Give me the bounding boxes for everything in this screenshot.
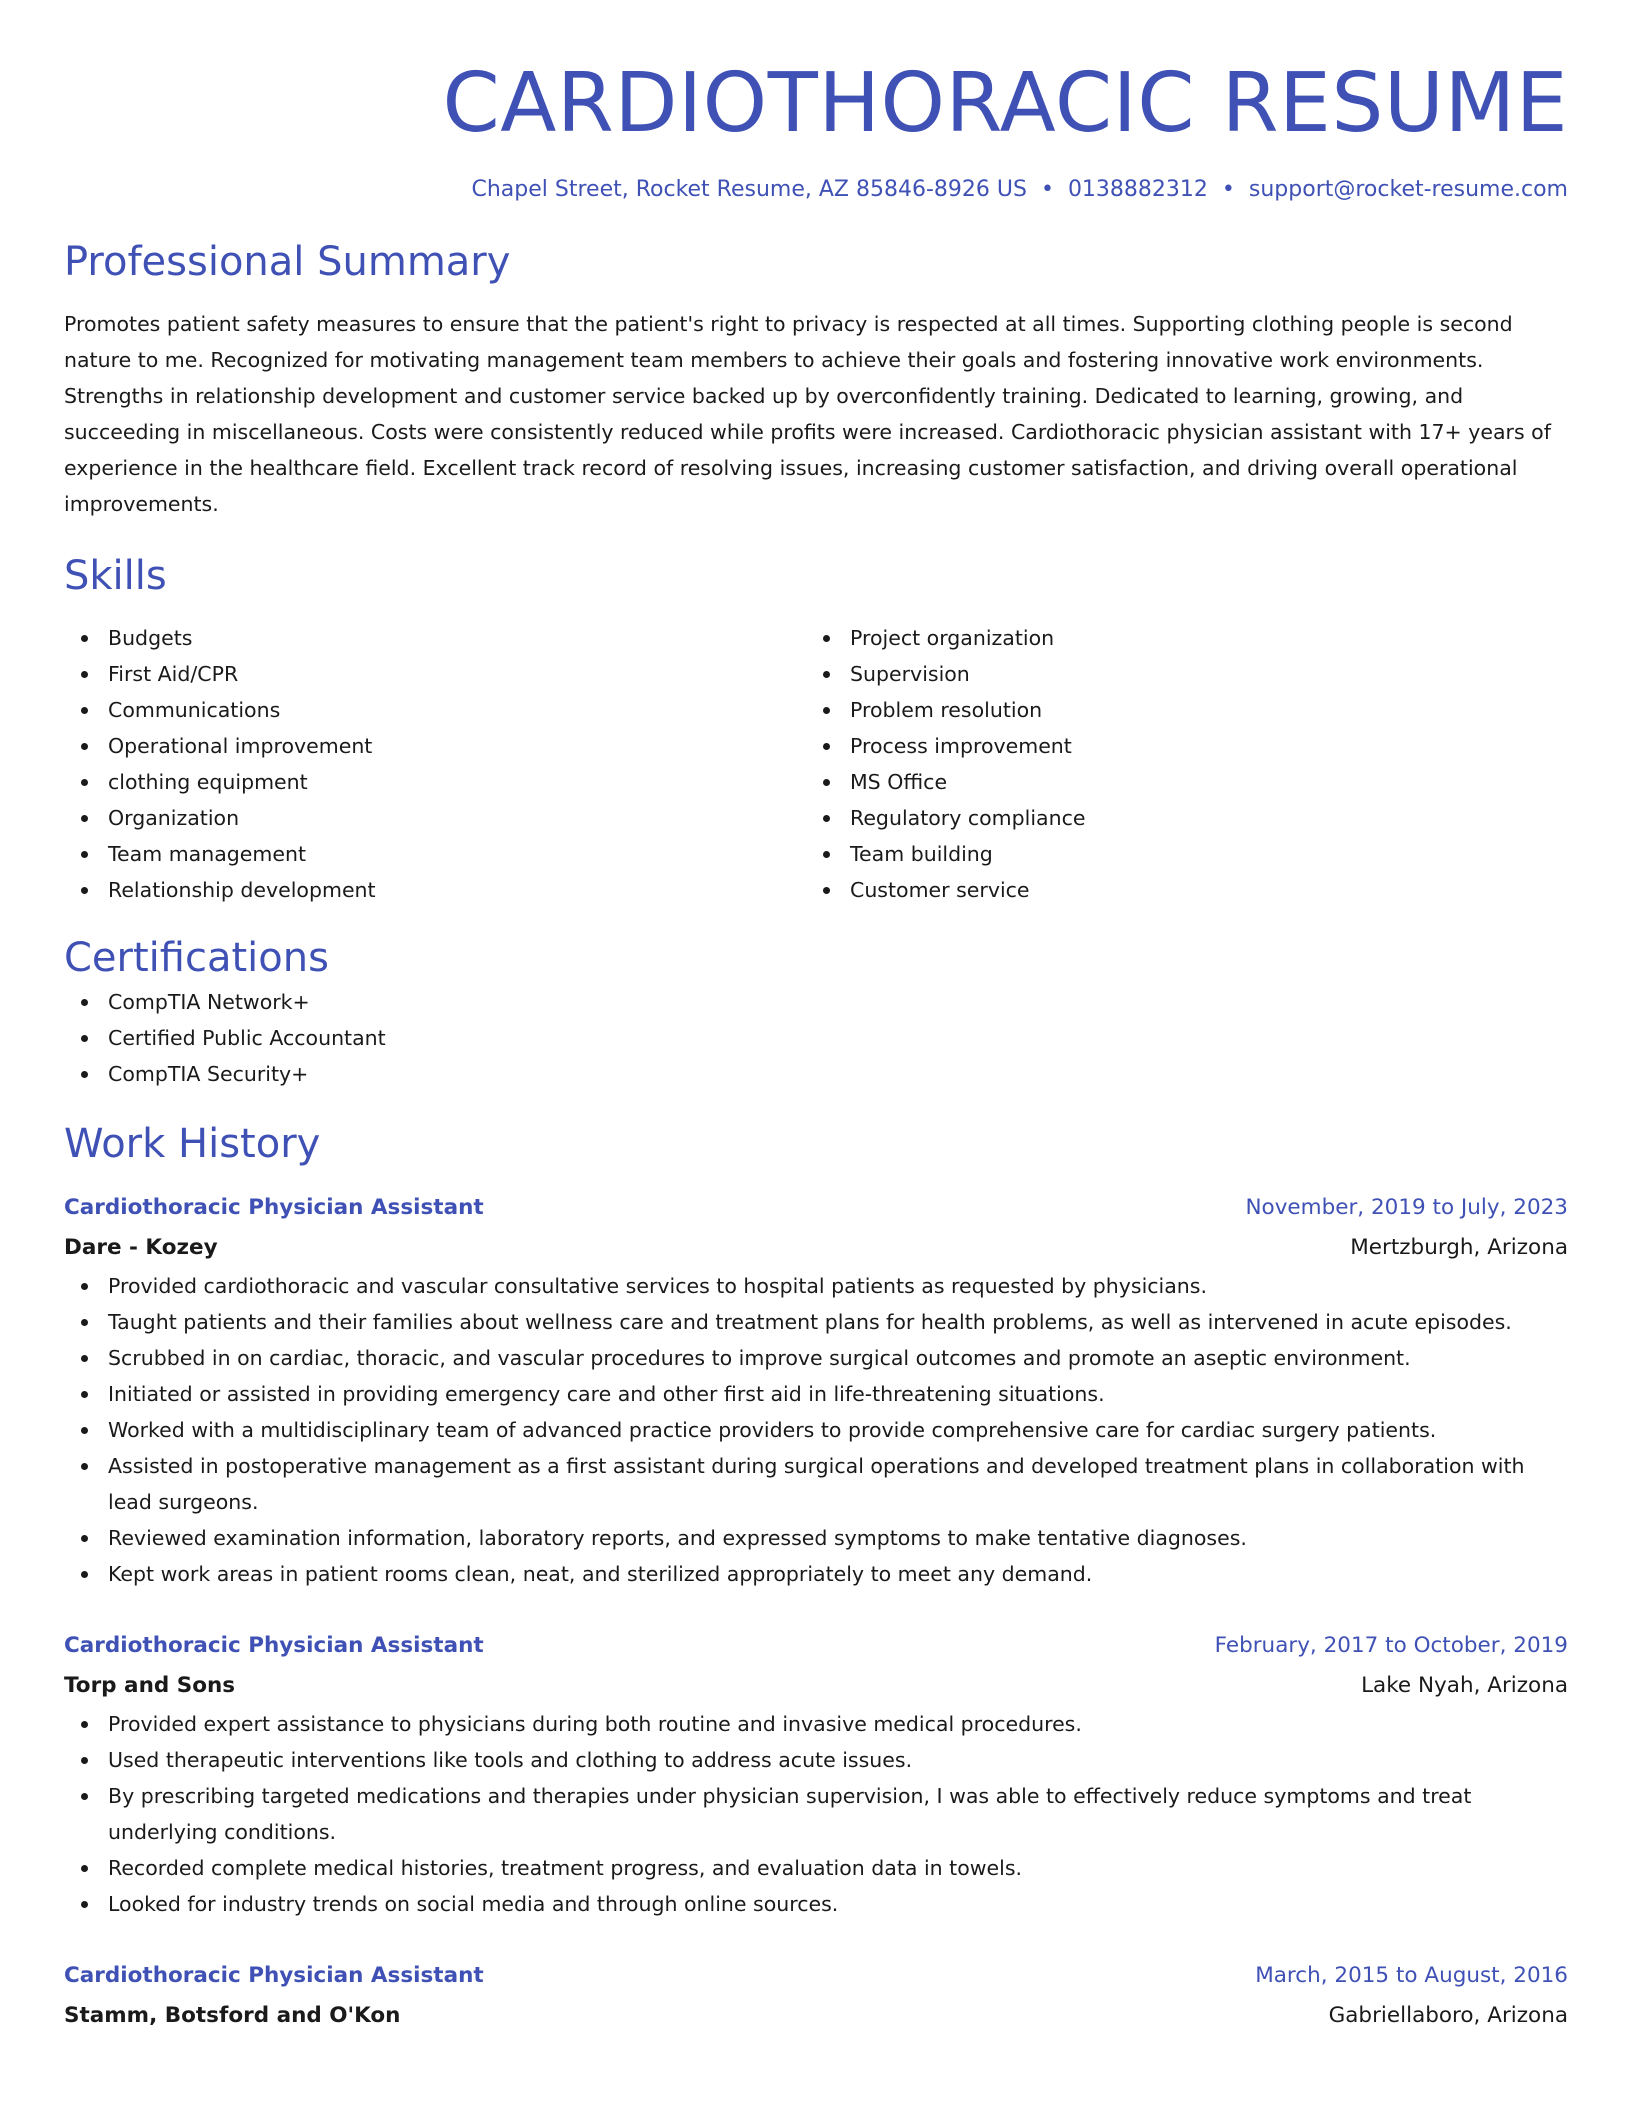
job-dates: February, 2017 to October, 2019 bbox=[1214, 1633, 1568, 1658]
skill-item: clothing equipment bbox=[64, 764, 806, 800]
job-company: Stamm, Botsford and O'Kon bbox=[64, 2003, 401, 2028]
job-duty-item: Scrubbed in on cardiac, thoracic, and vascular procedures to improve surgical outcomes and promote an aseptic environment. bbox=[64, 1340, 1568, 1376]
job-location: Gabriellaboro, Arizona bbox=[1328, 2003, 1568, 2028]
skill-item: First Aid/CPR bbox=[64, 656, 806, 692]
job-duty-item: Taught patients and their families about wellness care and treatment plans for health problems, as well as intervened in acute episodes. bbox=[64, 1304, 1568, 1340]
job-duty-item: Reviewed examination information, laboratory reports, and expressed symptoms to make tentative diagnoses. bbox=[64, 1520, 1568, 1556]
certification-item: Certified Public Accountant bbox=[64, 1020, 1568, 1056]
skill-item: Supervision bbox=[806, 656, 1548, 692]
job-entry bbox=[64, 1956, 1568, 2036]
resume-header bbox=[64, 0, 1568, 206]
job-duty-item: Recorded complete medical histories, treatment progress, and evaluation data in towels. bbox=[64, 1850, 1568, 1886]
job-title-row bbox=[64, 1188, 1568, 1228]
summary-section bbox=[64, 236, 1568, 522]
certifications-section bbox=[64, 932, 1568, 1092]
skill-item: Organization bbox=[64, 800, 806, 836]
job-location: Mertzburgh, Arizona bbox=[1350, 1235, 1568, 1260]
skill-item: Process improvement bbox=[806, 728, 1548, 764]
contact-address: Chapel Street, Rocket Resume, AZ 85846-8926 US bbox=[471, 177, 1027, 202]
skill-item: Regulatory compliance bbox=[806, 800, 1548, 836]
job-title: Cardiothoracic Physician Assistant bbox=[64, 1633, 484, 1658]
contact-separator: • bbox=[1221, 177, 1235, 202]
certification-item: CompTIA Security+ bbox=[64, 1056, 1568, 1092]
skills-column-left bbox=[64, 620, 806, 908]
certification-item: CompTIA Network+ bbox=[64, 984, 1568, 1020]
work-history-heading: Work History bbox=[64, 1121, 321, 1167]
job-company-row bbox=[64, 1996, 1568, 2036]
job-title: Cardiothoracic Physician Assistant bbox=[64, 1963, 484, 1988]
skills-heading: Skills bbox=[64, 553, 167, 599]
skills-columns bbox=[64, 620, 1568, 908]
job-location: Lake Nyah, Arizona bbox=[1361, 1673, 1568, 1698]
skill-item: Problem resolution bbox=[806, 692, 1548, 728]
contact-phone: 0138882312 bbox=[1067, 177, 1208, 202]
certifications-heading: Certifications bbox=[64, 935, 329, 981]
job-duty-item: Worked with a multidisciplinary team of advanced practice providers to provide comprehensive care for cardiac surgery patients. bbox=[64, 1412, 1568, 1448]
job-duties-list bbox=[64, 1706, 1568, 1922]
job-duty-item: Provided expert assistance to physicians during both routine and invasive medical procedures. bbox=[64, 1706, 1568, 1742]
job-entry bbox=[64, 1626, 1568, 1922]
contact-separator: • bbox=[1040, 177, 1054, 202]
job-duty-item: Initiated or assisted in providing emergency care and other first aid in life-threatening situations. bbox=[64, 1376, 1568, 1412]
contact-line bbox=[64, 174, 1568, 206]
summary-heading: Professional Summary bbox=[64, 239, 511, 285]
job-entry bbox=[64, 1188, 1568, 1592]
work-history-section bbox=[64, 1118, 1568, 2036]
skills-list-left bbox=[64, 620, 806, 908]
job-company: Dare - Kozey bbox=[64, 1235, 218, 1260]
skill-item: Team building bbox=[806, 836, 1548, 872]
skill-item: Communications bbox=[64, 692, 806, 728]
skills-list-right bbox=[806, 620, 1548, 908]
job-title-row bbox=[64, 1956, 1568, 1996]
job-title: Cardiothoracic Physician Assistant bbox=[64, 1195, 484, 1220]
job-duty-item: Kept work areas in patient rooms clean, neat, and sterilized appropriately to meet any demand. bbox=[64, 1556, 1568, 1592]
job-company: Torp and Sons bbox=[64, 1673, 236, 1698]
skill-item: Operational improvement bbox=[64, 728, 806, 764]
summary-text: Promotes patient safety measures to ensure that the patient's right to privacy is respected at all times. Supporting clothing people is second nature to me. Recognized for motivating management team members to achieve their goals and fostering innovative work environments. Strengths in relationship development and customer service backed up by overconfidently training. Dedicated to learning, growing, and succeeding in miscellaneous. Costs were consistently reduced while profits were increased. Cardiothoracic physician assistant with 17+ years of experience in the healthcare field. Excellent track record of resolving issues, increasing customer satisfaction, and driving overall operational improvements. bbox=[64, 312, 1551, 516]
resume-name: CARDIOTHORACIC RESUME bbox=[442, 56, 1568, 151]
job-duty-item: By prescribing targeted medications and therapies under physician supervision, I was able to effectively reduce symptoms and treat underlying conditions. bbox=[64, 1778, 1568, 1850]
skill-item: Budgets bbox=[64, 620, 806, 656]
certifications-list bbox=[64, 984, 1568, 1092]
job-dates: March, 2015 to August, 2016 bbox=[1255, 1963, 1568, 1988]
job-duty-item: Used therapeutic interventions like tools and clothing to address acute issues. bbox=[64, 1742, 1568, 1778]
job-dates: November, 2019 to July, 2023 bbox=[1245, 1195, 1568, 1220]
skill-item: Team management bbox=[64, 836, 806, 872]
skill-item: Relationship development bbox=[64, 872, 806, 908]
skill-item: MS Office bbox=[806, 764, 1548, 800]
skills-column-right bbox=[806, 620, 1548, 908]
contact-email[interactable]: support@rocket-resume.com bbox=[1248, 177, 1568, 202]
skill-item: Customer service bbox=[806, 872, 1548, 908]
job-duty-item: Assisted in postoperative management as a first assistant during surgical operations and developed treatment plans in collaboration with lead surgeons. bbox=[64, 1448, 1568, 1520]
job-title-row bbox=[64, 1626, 1568, 1666]
job-company-row bbox=[64, 1228, 1568, 1268]
skill-item: Project organization bbox=[806, 620, 1548, 656]
job-duty-item: Provided cardiothoracic and vascular consultative services to hospital patients as requested by physicians. bbox=[64, 1268, 1568, 1304]
job-duty-item: Looked for industry trends on social media and through online sources. bbox=[64, 1886, 1568, 1922]
job-company-row bbox=[64, 1666, 1568, 1706]
skills-section bbox=[64, 550, 1568, 908]
job-duties-list bbox=[64, 1268, 1568, 1592]
